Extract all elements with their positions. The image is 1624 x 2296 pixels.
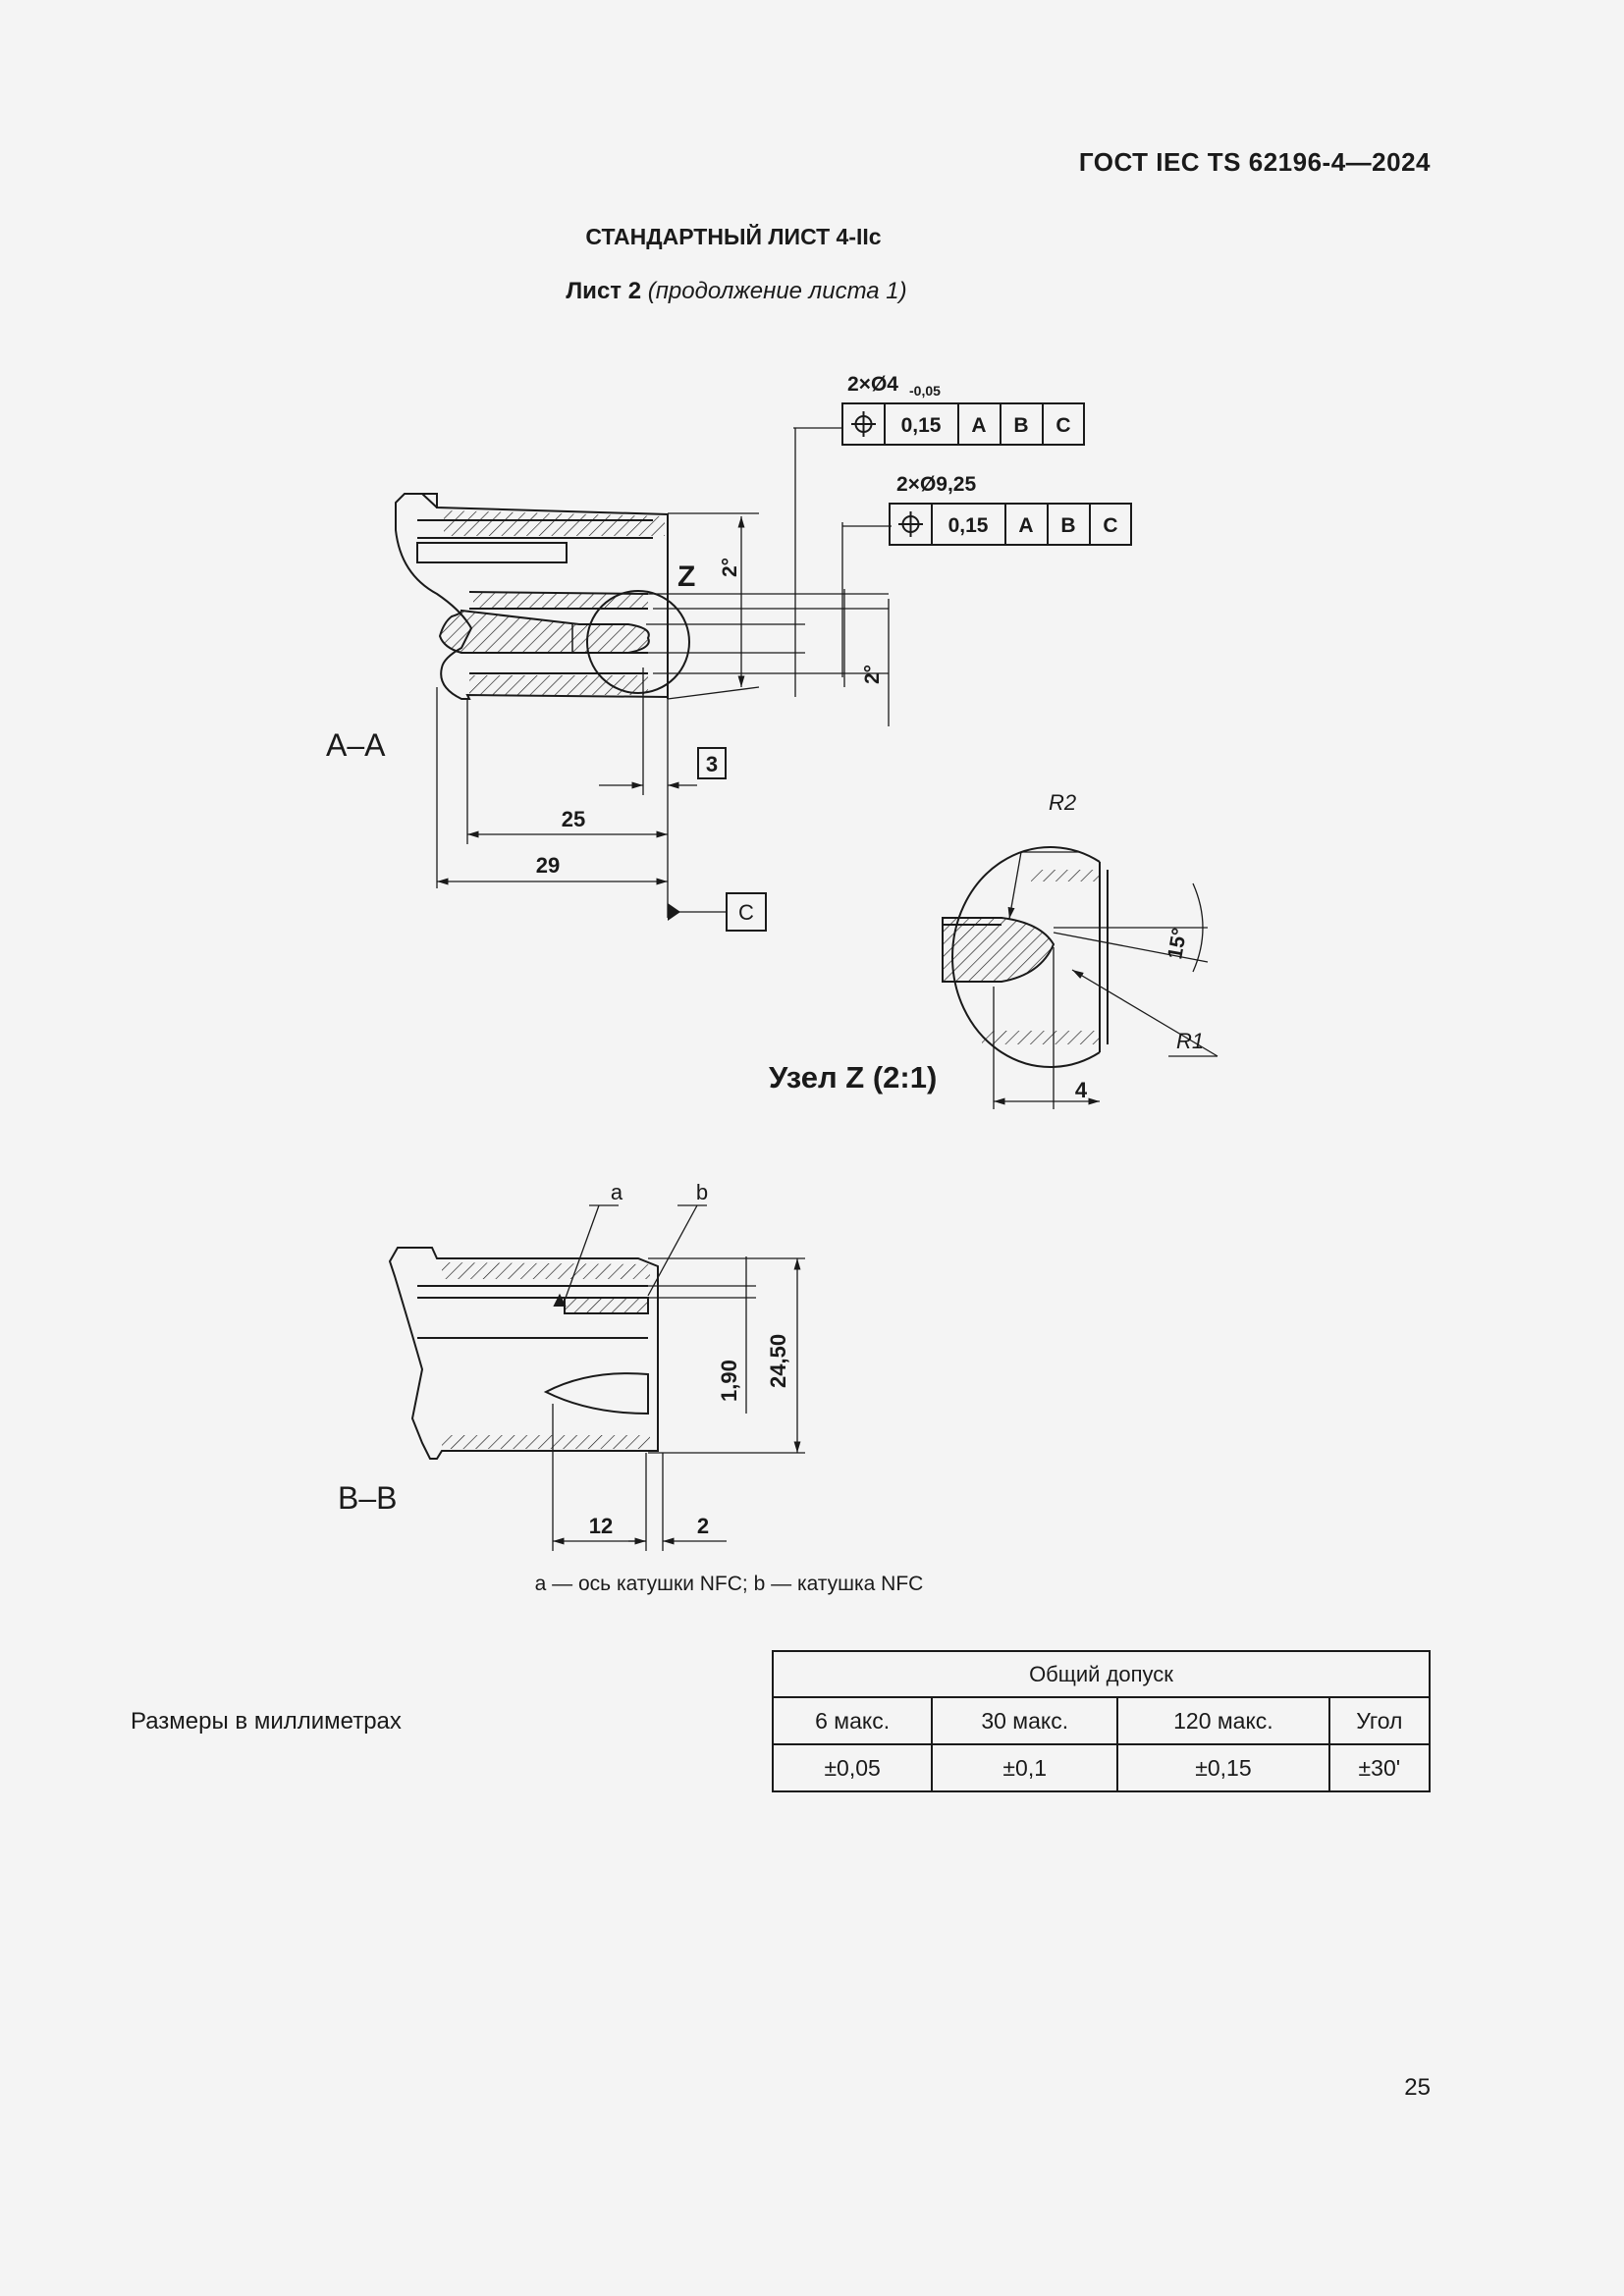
fcf2-datum-b: B [1060,514,1076,537]
figure-caption: a — ось катушки NFC; b — катушка NFC [534,1573,924,1595]
section-bb-drawing [390,1205,805,1551]
fcf2-datum-c: C [1103,514,1118,537]
dim-29-label: 29 [535,853,561,878]
fcf1-tol: -0,05 [909,383,941,399]
angle-15-label: 15° [1164,926,1192,961]
fcf-1 [842,373,1084,445]
table-cell: 120 макс. [1117,1697,1329,1744]
detail-z-label: Узел Z (2:1) [769,1060,938,1095]
fcf2-datum-a: A [1018,514,1034,537]
dim-190-label: 1,90 [717,1360,741,1402]
page-title: СТАНДАРТНЫЙ ЛИСТ 4-IIc [585,224,882,249]
document-id: ГОСТ IEC TS 62196-4—2024 [1078,147,1431,177]
fcf2-dia: 2×Ø9,25 [896,473,977,496]
dimensions-note: Размеры в миллиметрах [131,1708,402,1735]
label-b: b [695,1180,709,1204]
dim-12-label: 12 [588,1514,614,1538]
sheet-note: (продолжение листа 1) [647,278,907,304]
box-3-label: 3 [705,752,719,776]
table-cell: ±30' [1329,1744,1430,1791]
tolerance-table [772,1650,1431,1792]
z-marker: Z [677,561,696,593]
fcf1-datum-a: A [971,414,987,437]
fcf1-datum-c: C [1056,414,1071,437]
fcf-2 [890,473,1131,545]
table-cell: ±0,15 [1117,1744,1329,1791]
fcf1-dia: 2×Ø4 [847,373,898,396]
r1-label: R1 [1176,1029,1205,1053]
section-aa-drawing [396,428,892,921]
r2-label: R2 [1049,790,1077,815]
fcf1-value: 0,15 [900,414,942,437]
dim-4-label: 4 [1074,1078,1088,1102]
tolerance-header: Общий допуск [773,1651,1430,1697]
dim-2450-label: 24,50 [766,1333,790,1388]
fcf2-value: 0,15 [947,514,989,537]
section-aa-label: А–А [326,727,386,763]
table-cell: Угол [1329,1697,1430,1744]
table-cell: 30 макс. [932,1697,1117,1744]
table-cell: 6 макс. [773,1697,932,1744]
label-a: a [610,1180,623,1204]
detail-z-drawing [943,847,1218,1109]
dim-25-label: 25 [561,807,586,831]
dim-2-label: 2 [696,1514,710,1538]
angle-top-label: 2° [719,557,741,577]
table-cell: ±0,1 [932,1744,1117,1791]
angle-bottom-label: 2° [861,664,884,684]
table-cell: ±0,05 [773,1744,932,1791]
page-number: 25 [1404,2074,1431,2101]
fcf1-datum-b: B [1013,414,1029,437]
sheet-label: Лист 2 [566,278,642,304]
section-bb-label: В–В [338,1480,398,1516]
datum-c-label: C [738,900,754,925]
